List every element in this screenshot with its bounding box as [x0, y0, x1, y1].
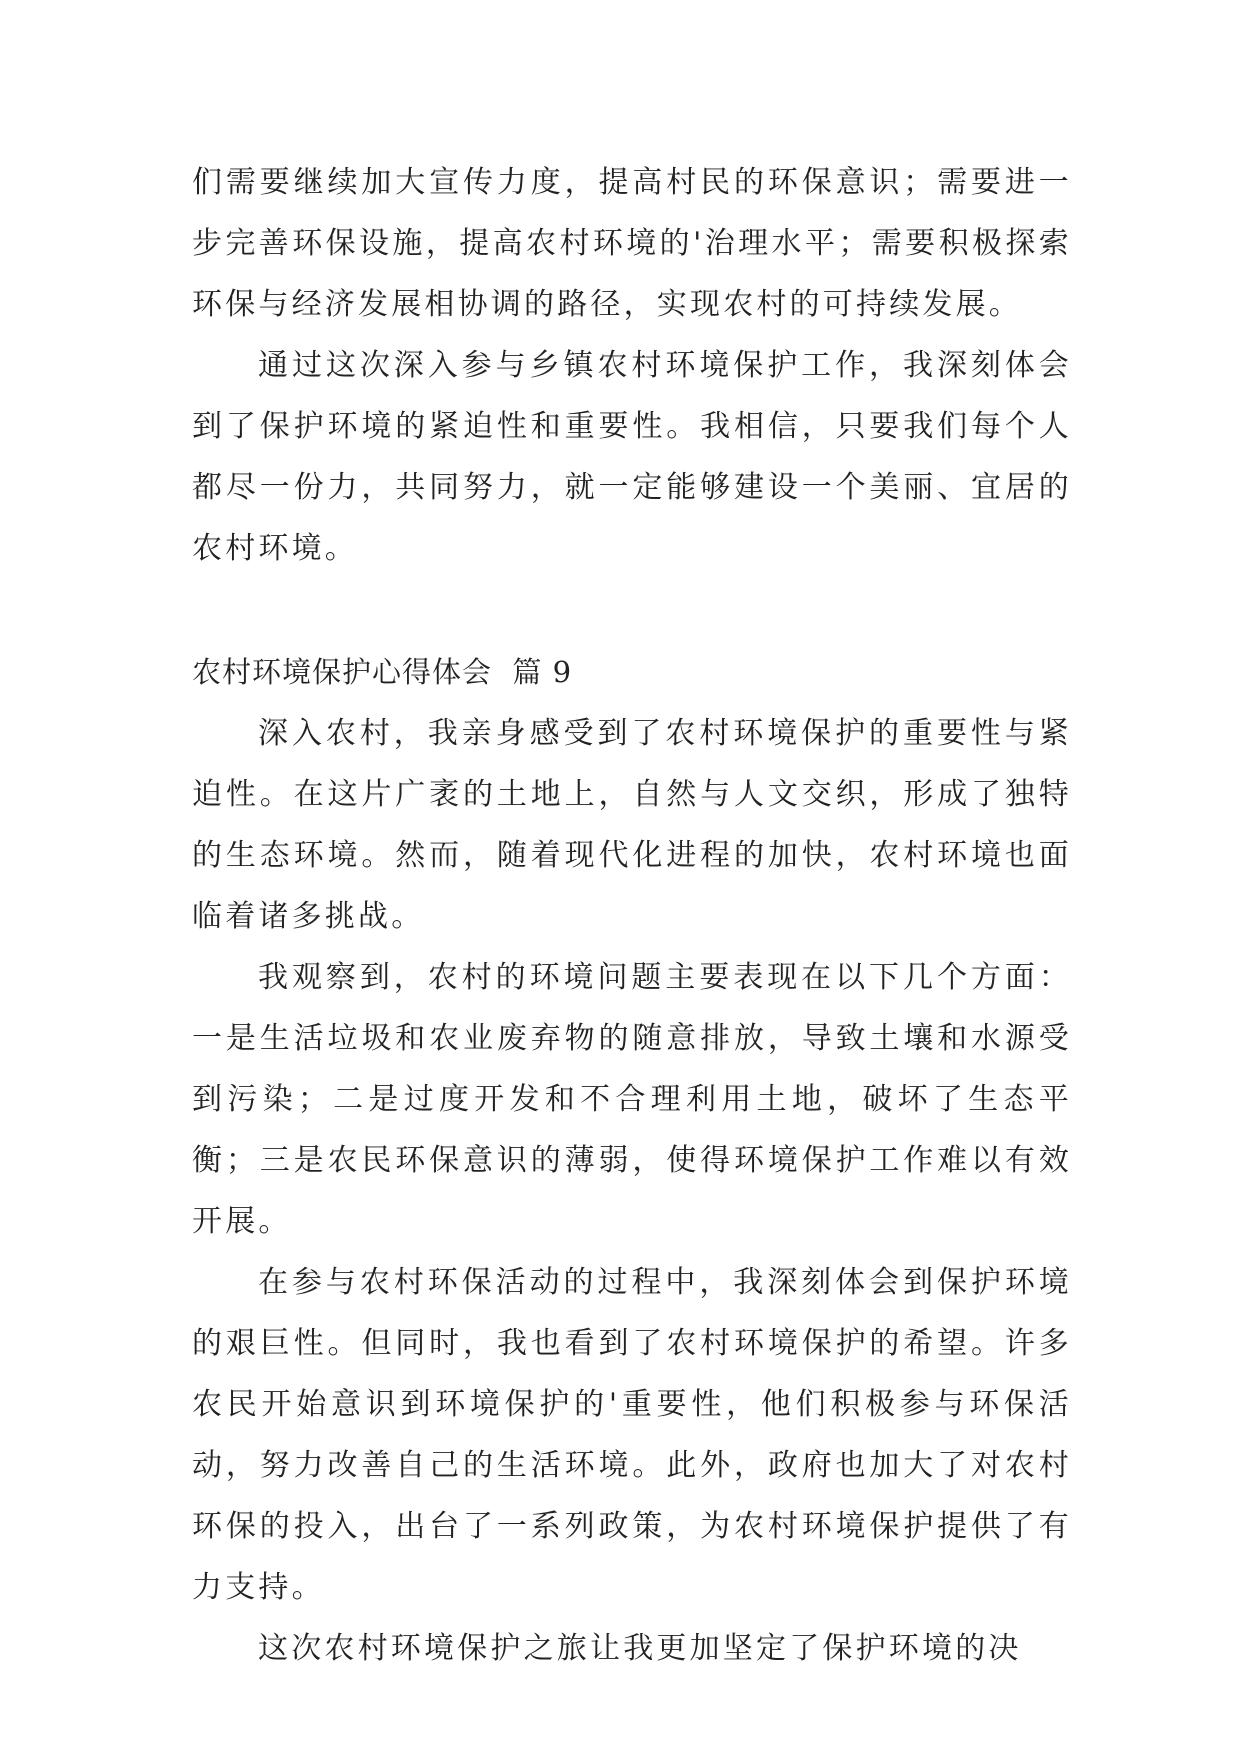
section-spacer: [192, 579, 1072, 641]
section-heading: 农村环境保护心得体会 篇 9: [192, 655, 573, 689]
paragraph-continued: 们需要继续加大宣传力度，提高村民的环保意识；需要进一步完善环保设施，提高农村环境的'治理水平；需要积极探索环保与经济发展相协调的路径，实现农村的可持续发展。: [192, 165, 1072, 322]
paragraph-truncated: 这次农村环境保护之旅让我更加坚定了保护环境的决: [258, 1631, 1022, 1666]
paragraph: 我观察到，农村的环境问题主要表现在以下几个方面：一是生活垃圾和农业废弃物的随意排放，导致土壤和水源受到污染；二是过度开发和不合理利用土地，破坏了生态平衡；三是农民环保意识的薄弱，使得环境保护工作难以有效开展。: [192, 960, 1072, 1239]
paragraph: 深入农村，我亲身感受到了农村环境保护的重要性与紧迫性。在这片广袤的土地上，自然与人文交织，形成了独特的生态环境。然而，随着现代化进程的加快，农村环境也面临着诸多挑战。: [192, 716, 1072, 934]
paragraph: 在参与农村环保活动的过程中，我深刻体会到保护环境的艰巨性。但同时，我也看到了农村环境保护的希望。许多农民开始意识到环境保护的'重要性，他们积极参与环保活动，努力改善自己的生活环境。此外，政府也加大了对农村环保的投入，出台了一系列政策，为农村环境保护提供了有力支持。: [192, 1265, 1072, 1605]
paragraph: 通过这次深入参与乡镇农村环境保护工作，我深刻体会到了保护环境的紧迫性和重要性。我相信，只要我们每个人都尽一份力，共同努力，就一定能够建设一个美丽、宜居的农村环境。: [192, 348, 1072, 566]
document-body: [192, 152, 1072, 1679]
